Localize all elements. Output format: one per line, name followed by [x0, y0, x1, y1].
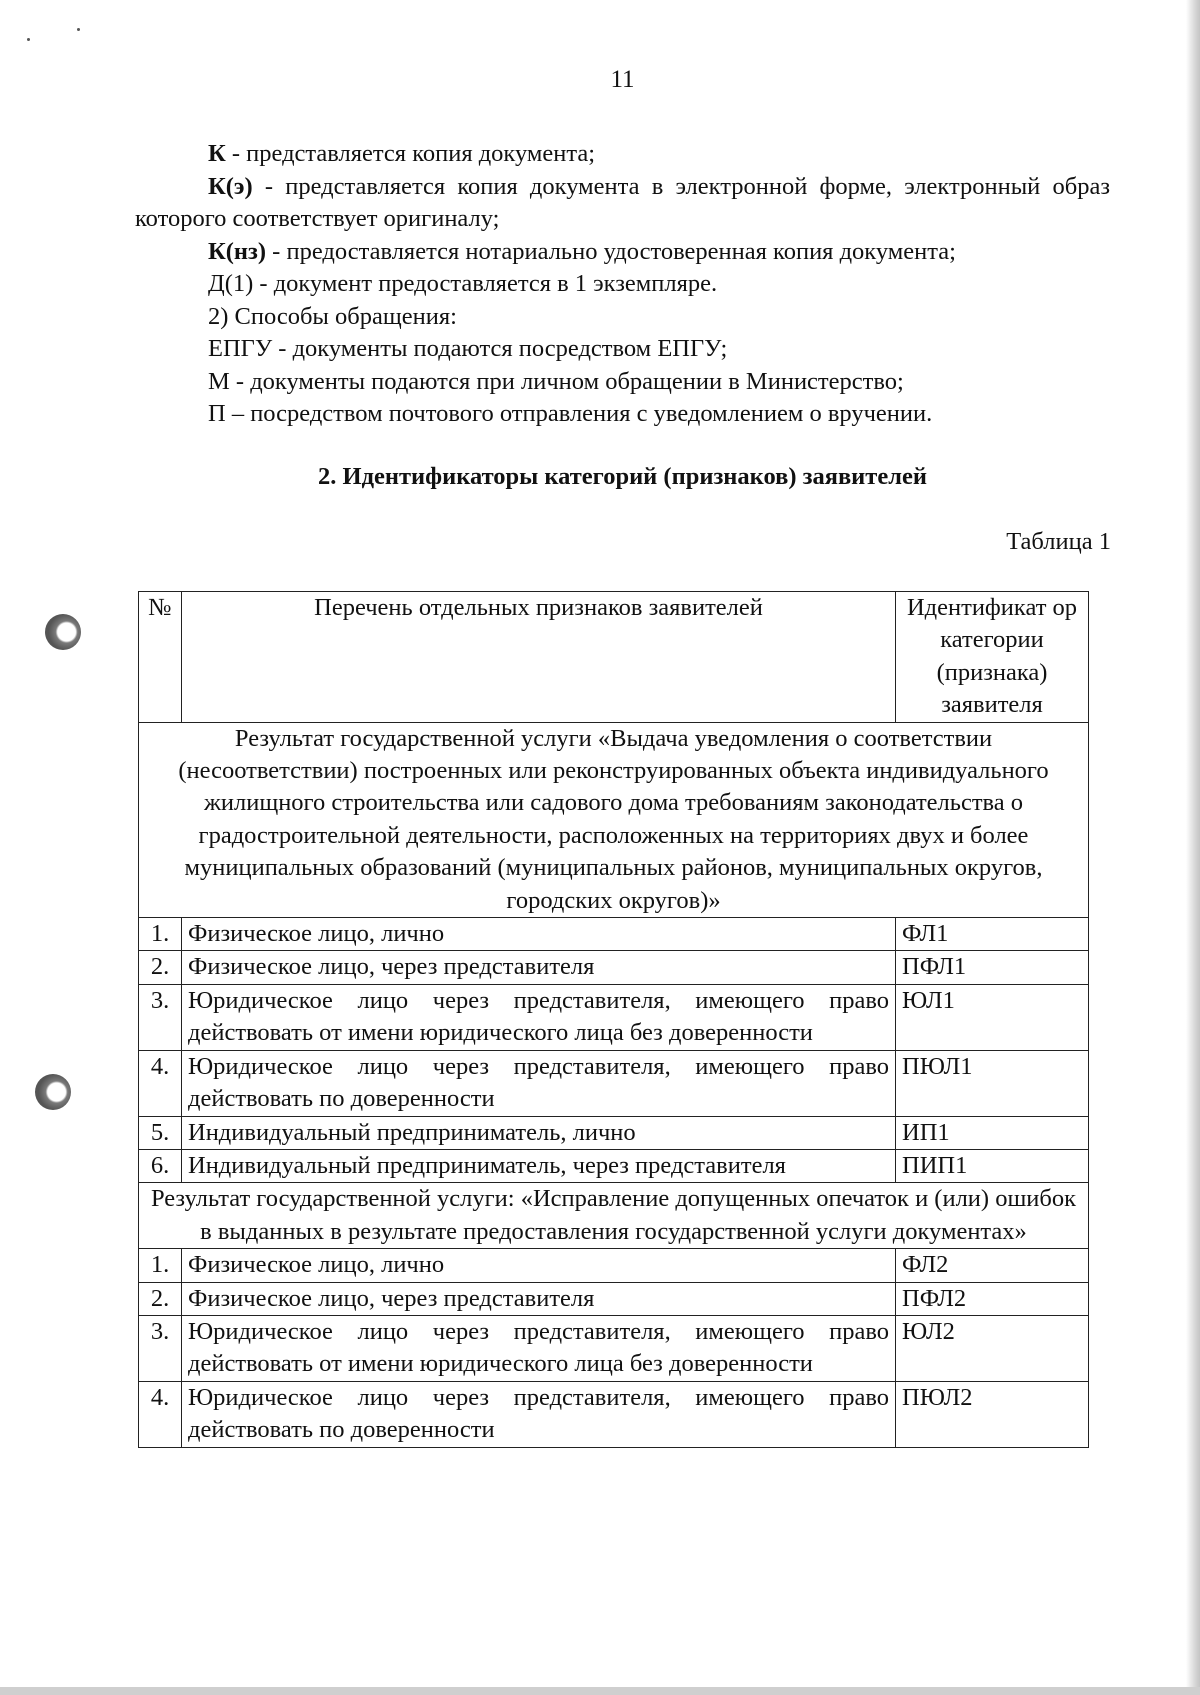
submission-methods-title: 2) Способы обращения: [208, 302, 457, 330]
table-row [139, 1149, 1089, 1182]
table-row [139, 1282, 1089, 1315]
row-description: Индивидуальный предприниматель, лично [182, 1116, 896, 1149]
punch-hole-mark [45, 614, 81, 650]
row-number: 4. [139, 1381, 182, 1447]
group-title: Результат государственной услуги: «Исправление допущенных опечаток и (или) ошибок в выданных в результате предоставления государственной услуги документах» [139, 1183, 1089, 1249]
row-identifier: ЮЛ1 [896, 984, 1089, 1050]
row-description: Юридическое лицо через представителя, имеющего право действовать по доверенности [182, 1381, 896, 1447]
scan-speck [77, 28, 80, 31]
row-number: 2. [139, 1282, 182, 1315]
table-caption: Таблица 1 [1006, 528, 1111, 555]
row-identifier: ПФЛ2 [896, 1282, 1089, 1315]
group-title-row [139, 1183, 1089, 1249]
row-identifier: ПИП1 [896, 1149, 1089, 1182]
header-list: Перечень отдельных признаков заявителей [182, 592, 896, 723]
method-post: П – посредством почтового отправления с уведомлением о вручении. [208, 400, 933, 427]
legend-line-electronic-copy [135, 171, 1110, 236]
table-header-row [139, 592, 1089, 723]
legend-text: - представляется копия документа в электронной форме, электронный образ которого соответствует оригиналу; [135, 172, 1110, 232]
row-identifier: ПЮЛ2 [896, 1381, 1089, 1447]
table-row [139, 984, 1089, 1050]
page-bottom-edge [0, 1687, 1200, 1695]
row-number: 3. [139, 1315, 182, 1381]
row-number: 2. [139, 951, 182, 984]
applicant-categories-table [138, 591, 1089, 1448]
row-description: Физическое лицо, через представителя [182, 1282, 896, 1315]
legend-text: - предоставляется нотариально удостоверенная копия документа; [266, 237, 956, 265]
row-identifier: ИП1 [896, 1116, 1089, 1149]
row-description: Юридическое лицо через представителя, имеющего право действовать по доверенности [182, 1050, 896, 1116]
legend-line-notarized-copy [135, 236, 1110, 269]
table-row [139, 1050, 1089, 1116]
legend-text: - представляется копия документа; [225, 140, 596, 167]
section-heading: 2. Идентификаторы категорий (признаков) заявителей [318, 463, 927, 490]
table-row [139, 918, 1089, 951]
row-identifier: ПЮЛ1 [896, 1050, 1089, 1116]
punch-hole-mark [35, 1074, 71, 1110]
group-title: Результат государственной услуги «Выдача уведомления о соответствии (несоответствии) построенных или реконструированных объекта индивидуального жилищного строительства или садового дома требованиям законодательства о градостроительной деятельности, расположенных на территориях двух и более муниципальных образований (муниципальных районов, муниципальных округов, городских округов)» [139, 722, 1089, 917]
legend-line-copy [135, 138, 1110, 171]
row-number: 5. [139, 1116, 182, 1149]
abbreviations-legend [135, 138, 1110, 431]
page-edge-shadow [1186, 0, 1200, 1695]
row-description: Юридическое лицо через представителя, имеющего право действовать от имени юридического лица без доверенности [182, 1315, 896, 1381]
row-description: Юридическое лицо через представителя, имеющего право действовать от имени юридического лица без доверенности [182, 984, 896, 1050]
legend-code: К(э) [208, 172, 253, 200]
row-identifier: ФЛ1 [896, 918, 1089, 951]
row-description: Физическое лицо, лично [182, 1249, 896, 1282]
row-identifier: ФЛ2 [896, 1249, 1089, 1282]
header-number: № [139, 592, 182, 723]
scan-speck [27, 38, 30, 41]
row-number: 1. [139, 918, 182, 951]
row-number: 4. [139, 1050, 182, 1116]
row-description: Физическое лицо, лично [182, 918, 896, 951]
page-number: 11 [610, 66, 635, 93]
table-row [139, 1381, 1089, 1447]
table-row [139, 951, 1089, 984]
table-row [139, 1315, 1089, 1381]
row-number: 6. [139, 1149, 182, 1182]
legend-code: К(нз) [208, 237, 267, 265]
header-identifier: Идентификат ор категории (признака) заявителя [896, 592, 1089, 723]
table-row [139, 1249, 1089, 1282]
legend-code: К [208, 140, 226, 167]
method-ministry: М - документы подаются при личном обращении в Министерство; [208, 367, 904, 395]
row-number: 1. [139, 1249, 182, 1282]
row-description: Индивидуальный предприниматель, через представителя [182, 1149, 896, 1182]
row-identifier: ПФЛ1 [896, 951, 1089, 984]
table-row [139, 1116, 1089, 1149]
legend-line-copies: Д(1) - документ предоставляется в 1 экземпляре. [208, 270, 718, 297]
row-identifier: ЮЛ2 [896, 1315, 1089, 1381]
row-number: 3. [139, 984, 182, 1050]
group-title-row [139, 722, 1089, 917]
method-epgu: ЕПГУ - документы подаются посредством ЕПГУ; [208, 335, 728, 362]
row-description: Физическое лицо, через представителя [182, 951, 896, 984]
